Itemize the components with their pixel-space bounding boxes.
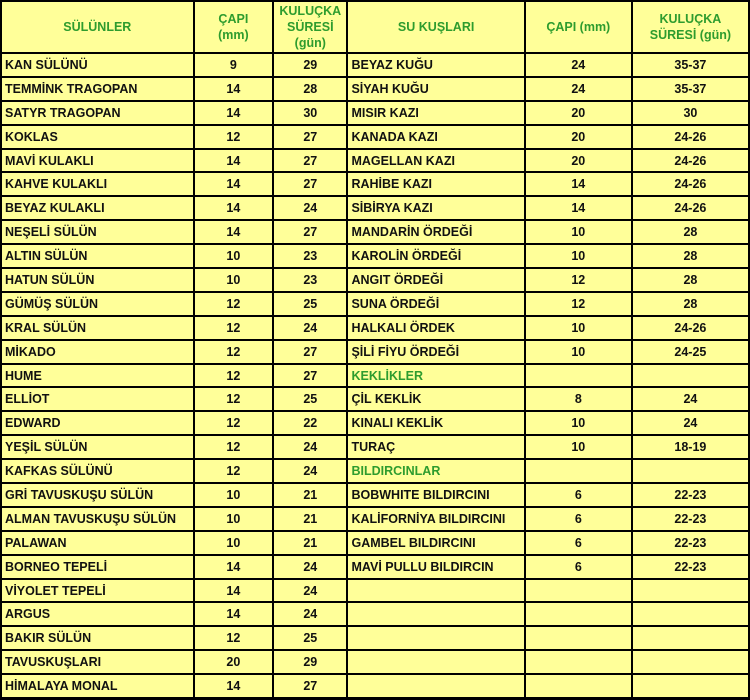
pheasant-name: KAN SÜLÜNÜ <box>2 54 193 76</box>
waterfowl-incubation <box>633 603 748 625</box>
pheasant-incubation: 21 <box>274 484 346 506</box>
pheasant-incubation: 30 <box>274 102 346 124</box>
pheasant-incubation: 24 <box>274 580 346 602</box>
pheasant-incubation: 29 <box>274 54 346 76</box>
pheasant-incubation: 28 <box>274 78 346 100</box>
pheasant-egg-size: 14 <box>195 556 272 578</box>
pheasant-incubation: 24 <box>274 317 346 339</box>
pheasant-incubation: 27 <box>274 150 346 172</box>
pheasant-egg-size: 12 <box>195 627 272 649</box>
waterfowl-egg-size: 24 <box>526 54 631 76</box>
table-row <box>2 293 748 315</box>
waterfowl-egg-size: 10 <box>526 245 631 267</box>
waterfowl-incubation: 22-23 <box>633 532 748 554</box>
waterfowl-name: MISIR KAZI <box>348 102 523 124</box>
waterfowl-egg-size: 6 <box>526 532 631 554</box>
table-row <box>2 173 748 195</box>
waterfowl-incubation <box>633 365 748 387</box>
pheasant-egg-size: 9 <box>195 54 272 76</box>
waterfowl-egg-size <box>526 460 631 482</box>
pheasant-name: ELLİOT <box>2 388 193 410</box>
waterfowl-egg-size: 6 <box>526 508 631 530</box>
table-row <box>2 78 748 100</box>
waterfowl-incubation: 24-25 <box>633 341 748 363</box>
pheasant-incubation: 24 <box>274 436 346 458</box>
waterfowl-name <box>348 675 523 697</box>
waterfowl-incubation: 22-23 <box>633 484 748 506</box>
pheasant-egg-size: 14 <box>195 580 272 602</box>
header-pheasants: SÜLÜNLER <box>2 2 193 52</box>
waterfowl-egg-size <box>526 651 631 673</box>
waterfowl-egg-size <box>526 365 631 387</box>
table-row <box>2 580 748 602</box>
pheasant-egg-size: 10 <box>195 245 272 267</box>
pheasant-name: HİMALAYA MONAL <box>2 675 193 697</box>
waterfowl-egg-size: 12 <box>526 293 631 315</box>
waterfowl-name: KALİFORNİYA BILDIRCINI <box>348 508 523 530</box>
waterfowl-incubation: 28 <box>633 269 748 291</box>
waterfowl-incubation: 35-37 <box>633 78 748 100</box>
waterfowl-incubation: 35-37 <box>633 54 748 76</box>
waterfowl-egg-size: 14 <box>526 197 631 219</box>
waterfowl-incubation: 24-26 <box>633 150 748 172</box>
table-row <box>2 245 748 267</box>
pheasant-egg-size: 12 <box>195 293 272 315</box>
pheasant-name: ALMAN TAVUSKUŞU SÜLÜN <box>2 508 193 530</box>
pheasant-name: HATUN SÜLÜN <box>2 269 193 291</box>
pheasant-incubation: 23 <box>274 245 346 267</box>
table-row <box>2 388 748 410</box>
pheasant-name: KAFKAS SÜLÜNÜ <box>2 460 193 482</box>
waterfowl-name <box>348 580 523 602</box>
pheasant-incubation: 25 <box>274 388 346 410</box>
table-row <box>2 54 748 76</box>
waterfowl-incubation: 28 <box>633 245 748 267</box>
pheasant-egg-size: 10 <box>195 508 272 530</box>
pheasant-name: MAVİ KULAKLI <box>2 150 193 172</box>
waterfowl-name: BEYAZ KUĞU <box>348 54 523 76</box>
pheasant-egg-size: 12 <box>195 436 272 458</box>
pheasant-name: BAKIR SÜLÜN <box>2 627 193 649</box>
waterfowl-egg-size: 20 <box>526 126 631 148</box>
table-row <box>2 460 748 482</box>
table-row <box>2 556 748 578</box>
header-right-size: ÇAPI (mm) <box>526 2 631 52</box>
pheasant-egg-size: 10 <box>195 532 272 554</box>
waterfowl-incubation <box>633 675 748 697</box>
waterfowl-egg-size: 10 <box>526 412 631 434</box>
waterfowl-incubation: 22-23 <box>633 556 748 578</box>
table-row <box>2 365 748 387</box>
waterfowl-egg-size: 10 <box>526 436 631 458</box>
pheasant-egg-size: 12 <box>195 126 272 148</box>
header-waterfowl: SU KUŞLARI <box>348 2 523 52</box>
pheasant-incubation: 22 <box>274 412 346 434</box>
waterfowl-incubation: 18-19 <box>633 436 748 458</box>
waterfowl-egg-size <box>526 675 631 697</box>
pheasant-incubation: 24 <box>274 197 346 219</box>
pheasant-egg-size: 14 <box>195 675 272 697</box>
waterfowl-egg-size: 12 <box>526 269 631 291</box>
pheasant-egg-size: 10 <box>195 269 272 291</box>
table-row <box>2 412 748 434</box>
pheasant-egg-size: 12 <box>195 317 272 339</box>
waterfowl-egg-size: 14 <box>526 173 631 195</box>
table-row <box>2 603 748 625</box>
waterfowl-name: GAMBEL BILDIRCINI <box>348 532 523 554</box>
pheasant-incubation: 27 <box>274 365 346 387</box>
pheasant-name: BORNEO TEPELİ <box>2 556 193 578</box>
waterfowl-egg-size: 6 <box>526 484 631 506</box>
pheasant-name: MİKADO <box>2 341 193 363</box>
table-row <box>2 317 748 339</box>
table-body <box>2 54 748 697</box>
waterfowl-name: ÇİL KEKLİK <box>348 388 523 410</box>
pheasant-incubation: 23 <box>274 269 346 291</box>
table-row <box>2 150 748 172</box>
table-row <box>2 221 748 243</box>
pheasant-name: KOKLAS <box>2 126 193 148</box>
table-row <box>2 651 748 673</box>
waterfowl-name: TURAÇ <box>348 436 523 458</box>
waterfowl-incubation: 28 <box>633 221 748 243</box>
waterfowl-incubation: 24 <box>633 412 748 434</box>
pheasant-egg-size: 20 <box>195 651 272 673</box>
waterfowl-name: BOBWHITE BILDIRCINI <box>348 484 523 506</box>
waterfowl-incubation: 24-26 <box>633 173 748 195</box>
pheasant-egg-size: 14 <box>195 102 272 124</box>
waterfowl-name: HALKALI ÖRDEK <box>348 317 523 339</box>
waterfowl-name: SİYAH KUĞU <box>348 78 523 100</box>
pheasant-name: ARGUS <box>2 603 193 625</box>
table-row <box>2 269 748 291</box>
waterfowl-name: KANADA KAZI <box>348 126 523 148</box>
pheasant-egg-size: 14 <box>195 221 272 243</box>
waterfowl-name: SİBİRYA KAZI <box>348 197 523 219</box>
pheasant-name: YEŞİL SÜLÜN <box>2 436 193 458</box>
waterfowl-incubation: 24-26 <box>633 317 748 339</box>
pheasant-incubation: 21 <box>274 532 346 554</box>
header-left-incubation: KULUÇKA SÜRESİ (gün) <box>274 2 346 52</box>
waterfowl-incubation <box>633 651 748 673</box>
waterfowl-egg-size: 20 <box>526 150 631 172</box>
waterfowl-name: MAVİ PULLU BILDIRCIN <box>348 556 523 578</box>
pheasant-incubation: 27 <box>274 173 346 195</box>
header-left-size: ÇAPI (mm) <box>195 2 272 52</box>
pheasant-incubation: 27 <box>274 126 346 148</box>
waterfowl-egg-size: 24 <box>526 78 631 100</box>
waterfowl-incubation: 24-26 <box>633 126 748 148</box>
pheasant-incubation: 27 <box>274 341 346 363</box>
waterfowl-name <box>348 651 523 673</box>
pheasant-name: ALTIN SÜLÜN <box>2 245 193 267</box>
waterfowl-name <box>348 627 523 649</box>
waterfowl-incubation: 30 <box>633 102 748 124</box>
pheasant-egg-size: 12 <box>195 460 272 482</box>
pheasant-incubation: 24 <box>274 556 346 578</box>
pheasant-incubation: 27 <box>274 675 346 697</box>
pheasant-incubation: 29 <box>274 651 346 673</box>
section-subheader: BILDIRCINLAR <box>348 460 523 482</box>
waterfowl-name: MANDARİN ÖRDEĞİ <box>348 221 523 243</box>
waterfowl-egg-size <box>526 603 631 625</box>
waterfowl-incubation <box>633 460 748 482</box>
pheasant-name: EDWARD <box>2 412 193 434</box>
waterfowl-egg-size: 10 <box>526 221 631 243</box>
waterfowl-egg-size <box>526 580 631 602</box>
waterfowl-name: KAROLİN ÖRDEĞİ <box>348 245 523 267</box>
waterfowl-egg-size <box>526 627 631 649</box>
waterfowl-egg-size: 6 <box>526 556 631 578</box>
table-row <box>2 532 748 554</box>
waterfowl-incubation: 22-23 <box>633 508 748 530</box>
waterfowl-incubation: 28 <box>633 293 748 315</box>
waterfowl-egg-size: 10 <box>526 317 631 339</box>
table-row <box>2 126 748 148</box>
waterfowl-name: MAGELLAN KAZI <box>348 150 523 172</box>
waterfowl-incubation: 24-26 <box>633 197 748 219</box>
pheasant-incubation: 24 <box>274 460 346 482</box>
pheasant-egg-size: 12 <box>195 365 272 387</box>
header-right-incubation: KULUÇKA SÜRESİ (gün) <box>633 2 748 52</box>
pheasant-egg-size: 14 <box>195 603 272 625</box>
pheasant-incubation: 25 <box>274 627 346 649</box>
pheasant-name: TEMMİNK TRAGOPAN <box>2 78 193 100</box>
pheasant-egg-size: 12 <box>195 412 272 434</box>
pheasant-egg-size: 14 <box>195 150 272 172</box>
waterfowl-egg-size: 10 <box>526 341 631 363</box>
waterfowl-name: RAHİBE KAZI <box>348 173 523 195</box>
pheasant-egg-size: 14 <box>195 197 272 219</box>
pheasant-name: KRAL SÜLÜN <box>2 317 193 339</box>
table-row <box>2 341 748 363</box>
waterfowl-incubation <box>633 627 748 649</box>
pheasant-egg-size: 14 <box>195 78 272 100</box>
pheasant-name: GRİ TAVUSKUŞU SÜLÜN <box>2 484 193 506</box>
waterfowl-name: KINALI KEKLİK <box>348 412 523 434</box>
waterfowl-name <box>348 603 523 625</box>
table-row <box>2 508 748 530</box>
pheasant-name: KAHVE KULAKLI <box>2 173 193 195</box>
section-subheader: KEKLİKLER <box>348 365 523 387</box>
pheasant-name: VİYOLET TEPELİ <box>2 580 193 602</box>
waterfowl-incubation: 24 <box>633 388 748 410</box>
pheasant-name: TAVUSKUŞLARI <box>2 651 193 673</box>
header-row <box>2 2 748 52</box>
pheasant-name: BEYAZ KULAKLI <box>2 197 193 219</box>
table-row <box>2 436 748 458</box>
pheasant-incubation: 21 <box>274 508 346 530</box>
waterfowl-egg-size: 8 <box>526 388 631 410</box>
table-row <box>2 627 748 649</box>
table-row <box>2 197 748 219</box>
pheasant-egg-size: 12 <box>195 388 272 410</box>
pheasant-name: GÜMÜŞ SÜLÜN <box>2 293 193 315</box>
pheasant-name: SATYR TRAGOPAN <box>2 102 193 124</box>
pheasant-incubation: 24 <box>274 603 346 625</box>
waterfowl-incubation <box>633 580 748 602</box>
waterfowl-name: SUNA ÖRDEĞİ <box>348 293 523 315</box>
pheasant-name: HUME <box>2 365 193 387</box>
pheasant-incubation: 25 <box>274 293 346 315</box>
pheasant-egg-size: 12 <box>195 341 272 363</box>
pheasant-name: NEŞELİ SÜLÜN <box>2 221 193 243</box>
pheasant-egg-size: 14 <box>195 173 272 195</box>
pheasant-egg-size: 10 <box>195 484 272 506</box>
table-row <box>2 102 748 124</box>
waterfowl-name: ŞİLİ FİYU ÖRDEĞİ <box>348 341 523 363</box>
waterfowl-egg-size: 20 <box>526 102 631 124</box>
pheasant-name: PALAWAN <box>2 532 193 554</box>
waterfowl-name: ANGIT ÖRDEĞİ <box>348 269 523 291</box>
pheasant-incubation: 27 <box>274 221 346 243</box>
table-row <box>2 675 748 697</box>
table-row <box>2 484 748 506</box>
